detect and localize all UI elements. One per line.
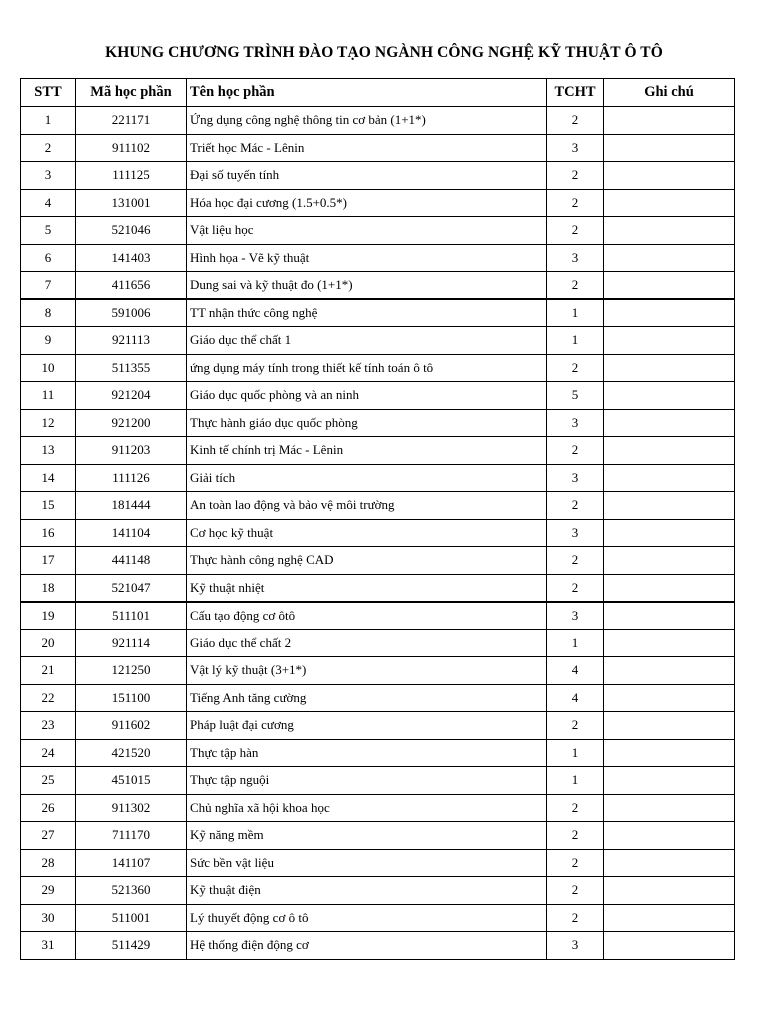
cell-note	[604, 822, 735, 850]
cell-stt: 31	[21, 932, 76, 960]
header-stt: STT	[21, 79, 76, 107]
cell-note	[604, 107, 735, 135]
cell-credits: 2	[547, 189, 604, 217]
cell-credits: 2	[547, 877, 604, 905]
table-row	[21, 712, 735, 740]
cell-course-name: Lý thuyết động cơ ô tô	[187, 904, 547, 932]
cell-credits: 3	[547, 244, 604, 272]
header-credits: TCHT	[547, 79, 604, 107]
cell-stt: 24	[21, 739, 76, 767]
cell-credits: 2	[547, 712, 604, 740]
cell-course-name: Giáo dục thể chất 1	[187, 327, 547, 355]
cell-course-code: 221171	[76, 107, 187, 135]
table-row	[21, 107, 735, 135]
cell-note	[604, 684, 735, 712]
cell-credits: 2	[547, 272, 604, 300]
cell-stt: 25	[21, 767, 76, 795]
cell-course-code: 521360	[76, 877, 187, 905]
table-row	[21, 519, 735, 547]
cell-course-name: Thực tập nguội	[187, 767, 547, 795]
cell-course-code: 111125	[76, 162, 187, 190]
cell-stt: 17	[21, 547, 76, 575]
cell-note	[604, 712, 735, 740]
cell-stt: 30	[21, 904, 76, 932]
cell-stt: 29	[21, 877, 76, 905]
cell-course-name: Kỹ thuật nhiệt	[187, 574, 547, 602]
cell-course-code: 451015	[76, 767, 187, 795]
table-row	[21, 492, 735, 520]
cell-stt: 7	[21, 272, 76, 300]
table-row	[21, 354, 735, 382]
cell-credits: 1	[547, 739, 604, 767]
cell-note	[604, 602, 735, 630]
cell-course-code: 521047	[76, 574, 187, 602]
cell-credits: 2	[547, 822, 604, 850]
table-header-row	[21, 79, 735, 107]
cell-credits: 1	[547, 767, 604, 795]
cell-course-code: 441148	[76, 547, 187, 575]
table-row	[21, 272, 735, 300]
header-note: Ghi chú	[604, 79, 735, 107]
cell-credits: 3	[547, 464, 604, 492]
cell-stt: 8	[21, 299, 76, 327]
cell-note	[604, 464, 735, 492]
cell-course-name: Kỹ thuật điện	[187, 877, 547, 905]
cell-course-code: 711170	[76, 822, 187, 850]
cell-stt: 18	[21, 574, 76, 602]
cell-credits: 3	[547, 134, 604, 162]
table-row	[21, 794, 735, 822]
cell-stt: 20	[21, 629, 76, 657]
table-row	[21, 134, 735, 162]
cell-course-name: Thực hành giáo dục quốc phòng	[187, 409, 547, 437]
cell-note	[604, 492, 735, 520]
cell-stt: 16	[21, 519, 76, 547]
cell-course-code: 131001	[76, 189, 187, 217]
cell-note	[604, 382, 735, 410]
cell-course-code: 911102	[76, 134, 187, 162]
table-row	[21, 327, 735, 355]
table-row	[21, 162, 735, 190]
cell-credits: 2	[547, 107, 604, 135]
cell-stt: 26	[21, 794, 76, 822]
cell-stt: 13	[21, 437, 76, 465]
cell-credits: 2	[547, 794, 604, 822]
cell-course-code: 111126	[76, 464, 187, 492]
table-row	[21, 767, 735, 795]
cell-stt: 28	[21, 849, 76, 877]
cell-credits: 3	[547, 519, 604, 547]
cell-course-name: Giáo dục quốc phòng và an ninh	[187, 382, 547, 410]
cell-stt: 1	[21, 107, 76, 135]
cell-stt: 9	[21, 327, 76, 355]
cell-note	[604, 354, 735, 382]
cell-course-name: Vật lý kỹ thuật (3+1*)	[187, 657, 547, 685]
cell-note	[604, 547, 735, 575]
cell-course-name: Thực hành công nghệ CAD	[187, 547, 547, 575]
cell-note	[604, 437, 735, 465]
cell-course-name: Hệ thống điện động cơ	[187, 932, 547, 960]
cell-credits: 1	[547, 299, 604, 327]
cell-credits: 2	[547, 904, 604, 932]
cell-credits: 1	[547, 629, 604, 657]
table-row	[21, 877, 735, 905]
cell-note	[604, 767, 735, 795]
cell-course-name: Kinh tế chính trị Mác - Lênin	[187, 437, 547, 465]
cell-course-code: 911302	[76, 794, 187, 822]
cell-note	[604, 877, 735, 905]
cell-note	[604, 849, 735, 877]
cell-credits: 5	[547, 382, 604, 410]
table-row	[21, 382, 735, 410]
cell-stt: 14	[21, 464, 76, 492]
cell-course-name: Giải tích	[187, 464, 547, 492]
table-row	[21, 602, 735, 630]
table-row	[21, 684, 735, 712]
cell-note	[604, 657, 735, 685]
cell-course-code: 511101	[76, 602, 187, 630]
cell-note	[604, 217, 735, 245]
cell-note	[604, 189, 735, 217]
cell-course-code: 141104	[76, 519, 187, 547]
cell-note	[604, 519, 735, 547]
cell-note	[604, 299, 735, 327]
cell-course-name: Giáo dục thể chất 2	[187, 629, 547, 657]
table-body	[21, 107, 735, 960]
table-row	[21, 629, 735, 657]
cell-note	[604, 272, 735, 300]
cell-course-code: 921113	[76, 327, 187, 355]
table-row	[21, 849, 735, 877]
table-row	[21, 189, 735, 217]
table-row	[21, 904, 735, 932]
cell-course-name: Sức bền vật liệu	[187, 849, 547, 877]
cell-note	[604, 134, 735, 162]
cell-course-name: Dung sai và kỹ thuật đo (1+1*)	[187, 272, 547, 300]
cell-course-code: 181444	[76, 492, 187, 520]
cell-stt: 21	[21, 657, 76, 685]
cell-stt: 23	[21, 712, 76, 740]
cell-note	[604, 904, 735, 932]
table-row	[21, 464, 735, 492]
cell-note	[604, 629, 735, 657]
cell-stt: 27	[21, 822, 76, 850]
cell-note	[604, 409, 735, 437]
cell-credits: 2	[547, 354, 604, 382]
curriculum-table	[20, 78, 735, 960]
cell-course-name: Triết học Mác - Lênin	[187, 134, 547, 162]
header-course-name: Tên học phần	[187, 79, 547, 107]
cell-note	[604, 574, 735, 602]
cell-course-name: Cơ học kỹ thuật	[187, 519, 547, 547]
cell-course-code: 141107	[76, 849, 187, 877]
cell-stt: 4	[21, 189, 76, 217]
cell-course-name: Đại số tuyến tính	[187, 162, 547, 190]
cell-credits: 4	[547, 657, 604, 685]
cell-course-code: 411656	[76, 272, 187, 300]
cell-credits: 4	[547, 684, 604, 712]
cell-course-code: 921114	[76, 629, 187, 657]
cell-stt: 2	[21, 134, 76, 162]
cell-credits: 2	[547, 162, 604, 190]
table-row	[21, 822, 735, 850]
cell-course-code: 511355	[76, 354, 187, 382]
table-row	[21, 437, 735, 465]
cell-credits: 2	[547, 492, 604, 520]
cell-stt: 19	[21, 602, 76, 630]
cell-stt: 15	[21, 492, 76, 520]
cell-course-name: ứng dụng máy tính trong thiết kế tính toán ô tô	[187, 354, 547, 382]
cell-note	[604, 327, 735, 355]
table-row	[21, 657, 735, 685]
cell-credits: 2	[547, 574, 604, 602]
cell-course-code: 911602	[76, 712, 187, 740]
cell-note	[604, 932, 735, 960]
cell-note	[604, 162, 735, 190]
cell-stt: 5	[21, 217, 76, 245]
cell-course-name: Hóa học đại cương (1.5+0.5*)	[187, 189, 547, 217]
table-row	[21, 244, 735, 272]
cell-credits: 2	[547, 849, 604, 877]
cell-stt: 11	[21, 382, 76, 410]
table-row	[21, 739, 735, 767]
cell-course-code: 141403	[76, 244, 187, 272]
cell-course-name: Kỹ năng mềm	[187, 822, 547, 850]
cell-credits: 2	[547, 437, 604, 465]
cell-note	[604, 739, 735, 767]
table-row	[21, 217, 735, 245]
cell-credits: 3	[547, 602, 604, 630]
cell-stt: 12	[21, 409, 76, 437]
cell-note	[604, 244, 735, 272]
cell-note	[604, 794, 735, 822]
cell-stt: 3	[21, 162, 76, 190]
table-row	[21, 547, 735, 575]
cell-course-code: 511001	[76, 904, 187, 932]
cell-credits: 3	[547, 409, 604, 437]
cell-course-code: 921200	[76, 409, 187, 437]
table-row	[21, 574, 735, 602]
cell-course-code: 511429	[76, 932, 187, 960]
header-course-code: Mã học phần	[76, 79, 187, 107]
cell-course-code: 521046	[76, 217, 187, 245]
cell-credits: 2	[547, 217, 604, 245]
cell-credits: 3	[547, 932, 604, 960]
cell-course-name: Vật liệu học	[187, 217, 547, 245]
cell-course-name: An toàn lao động và bảo vệ môi trường	[187, 492, 547, 520]
cell-course-code: 121250	[76, 657, 187, 685]
cell-course-code: 911203	[76, 437, 187, 465]
table-row	[21, 409, 735, 437]
cell-course-name: Pháp luật đại cương	[187, 712, 547, 740]
table-row	[21, 299, 735, 327]
cell-course-code: 151100	[76, 684, 187, 712]
cell-course-code: 421520	[76, 739, 187, 767]
table-row	[21, 932, 735, 960]
cell-stt: 6	[21, 244, 76, 272]
cell-course-name: Tiếng Anh tăng cường	[187, 684, 547, 712]
cell-course-code: 591006	[76, 299, 187, 327]
document-title: KHUNG CHƯƠNG TRÌNH ĐÀO TẠO NGÀNH CÔNG NGHỆ KỸ THUẬT Ô TÔ	[105, 44, 663, 61]
cell-course-name: Cấu tạo động cơ ôtô	[187, 602, 547, 630]
cell-credits: 1	[547, 327, 604, 355]
cell-stt: 22	[21, 684, 76, 712]
cell-course-code: 921204	[76, 382, 187, 410]
cell-stt: 10	[21, 354, 76, 382]
cell-course-name: Chủ nghĩa xã hội khoa học	[187, 794, 547, 822]
cell-course-name: Thực tập hàn	[187, 739, 547, 767]
cell-course-name: Hình họa - Vẽ kỹ thuật	[187, 244, 547, 272]
cell-credits: 2	[547, 547, 604, 575]
cell-course-name: Ứng dụng công nghệ thông tin cơ bản (1+1*)	[187, 107, 547, 135]
cell-course-name: TT nhận thức công nghệ	[187, 299, 547, 327]
